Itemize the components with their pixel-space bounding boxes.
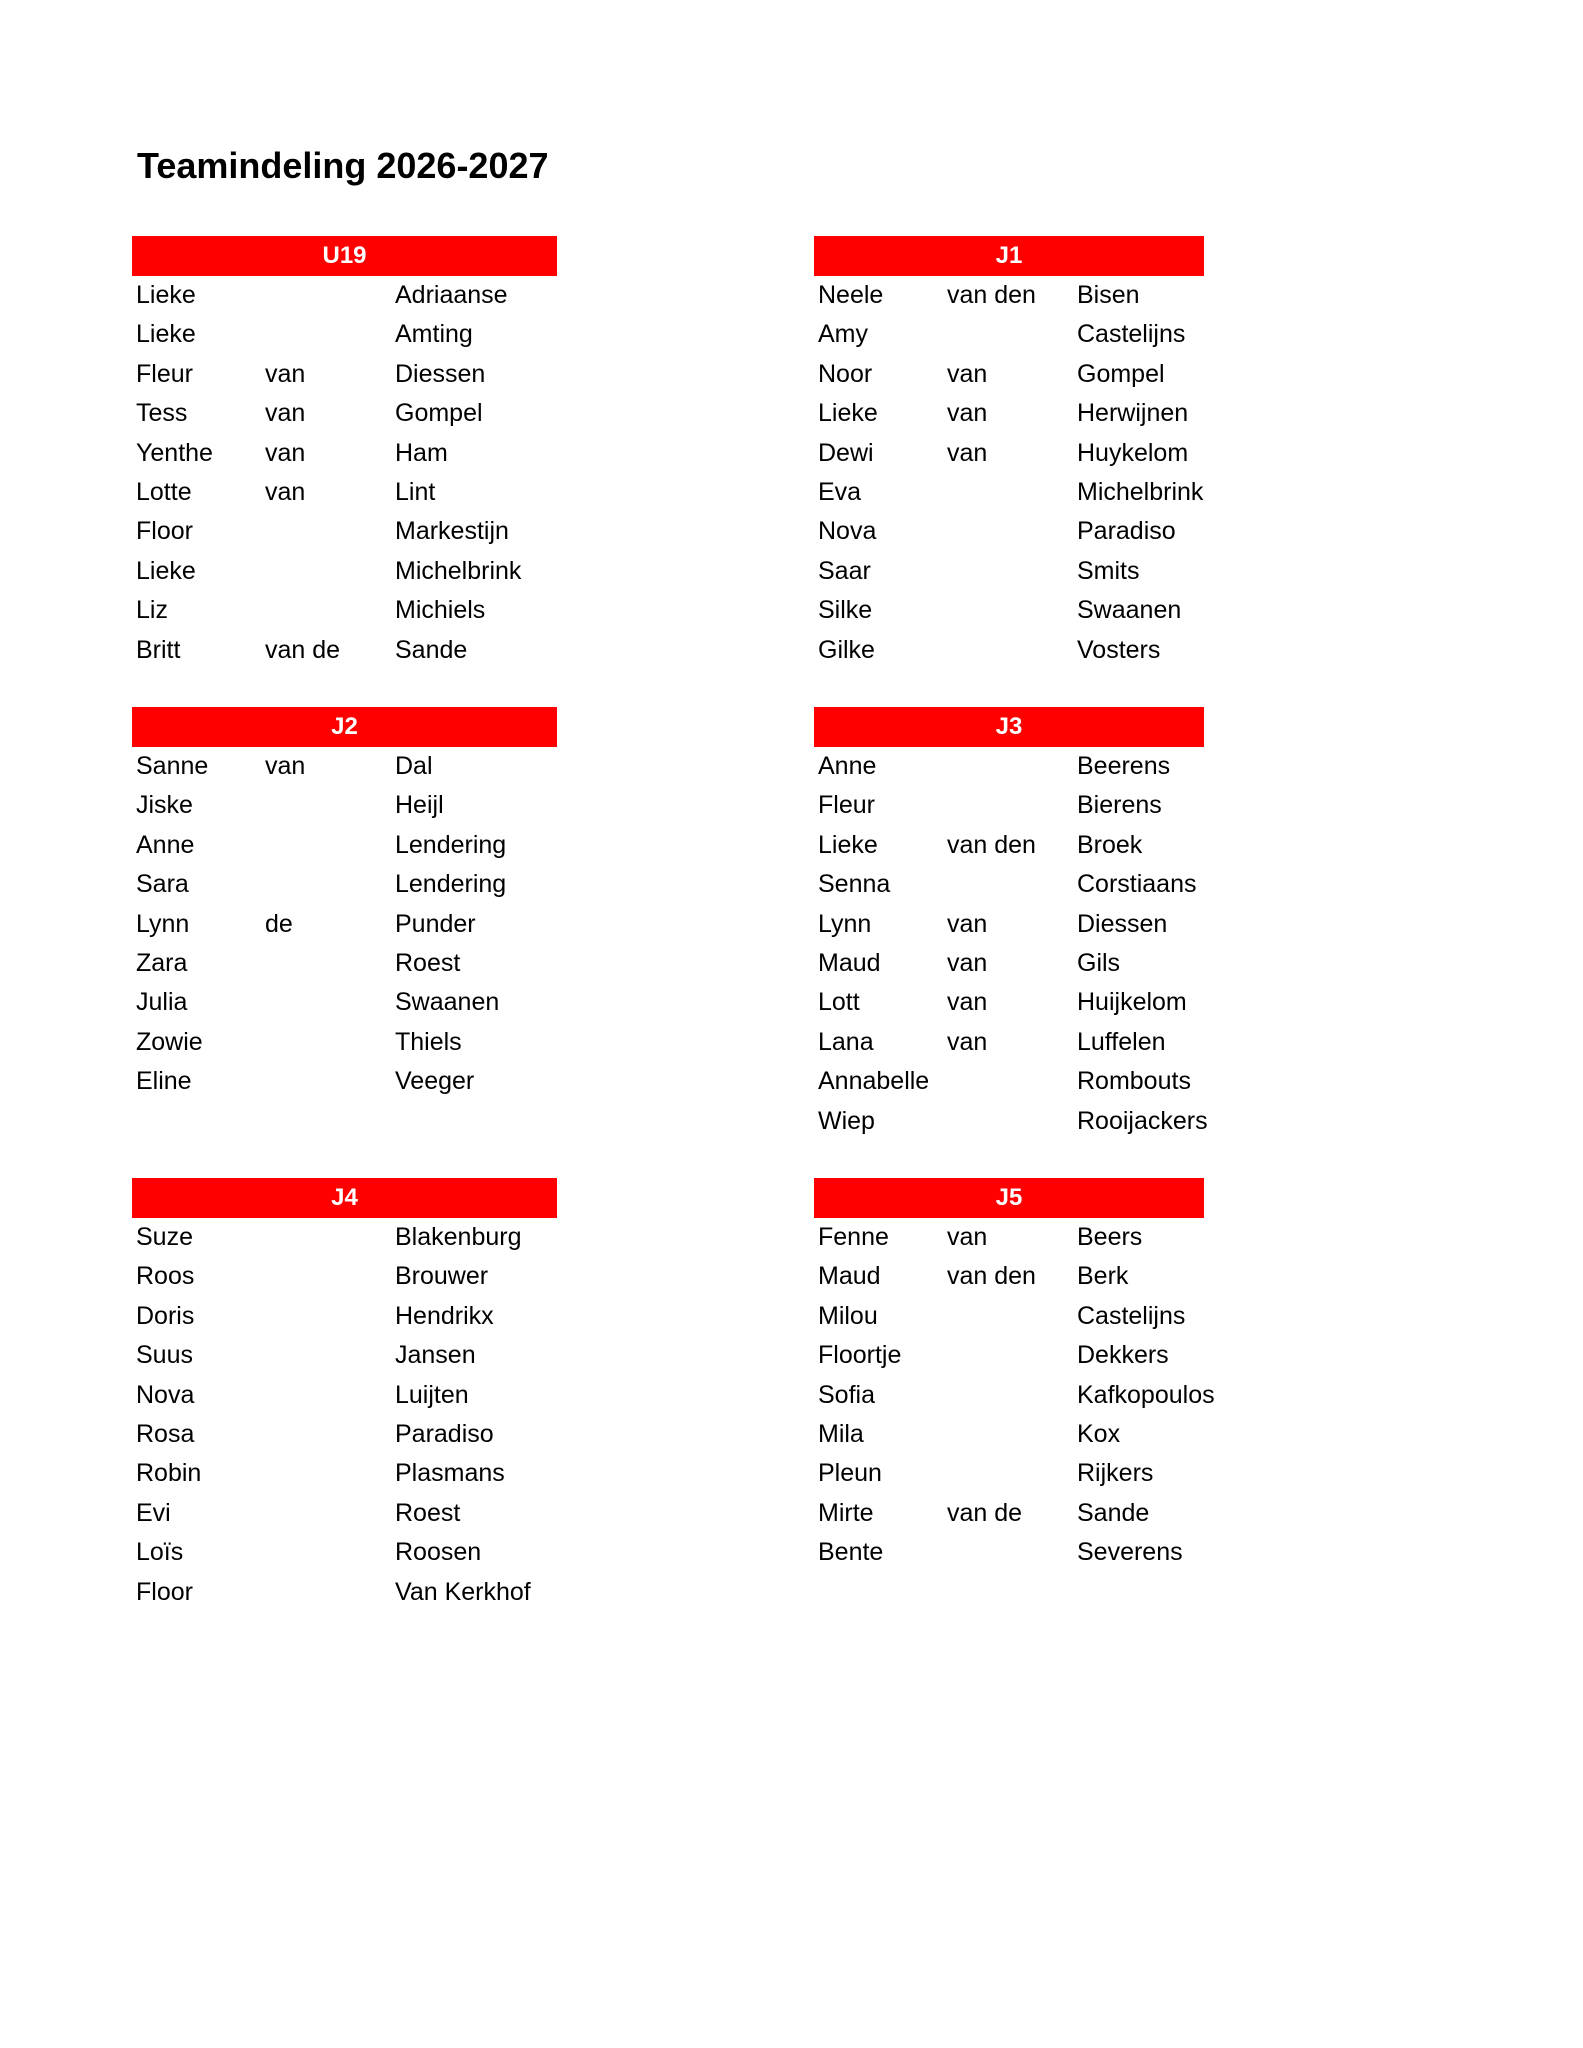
first-name: Fleur [818, 791, 875, 820]
first-name: Wiep [818, 1106, 875, 1135]
player-row [132, 786, 557, 825]
team-header: J3 [814, 707, 1204, 747]
first-name: Tess [136, 399, 188, 428]
player-row [132, 1533, 557, 1572]
first-name: Fleur [136, 359, 193, 388]
first-name: Julia [136, 988, 188, 1017]
first-name: Lana [818, 1027, 874, 1056]
player-row [814, 747, 1204, 786]
first-name: Silke [818, 596, 873, 625]
player-row [814, 512, 1204, 551]
last-name: Rijkers [1077, 1459, 1154, 1488]
last-name: Lendering [395, 830, 507, 859]
last-name: Punder [395, 909, 476, 938]
team-header: J1 [814, 236, 1204, 276]
first-name: Doris [136, 1301, 195, 1330]
name-prefix: van [947, 1223, 988, 1251]
team-header: J4 [132, 1178, 557, 1218]
first-name: Floortje [818, 1341, 902, 1370]
player-row [814, 1062, 1204, 1101]
last-name: Brouwer [395, 1262, 489, 1291]
team-u19 [132, 236, 557, 670]
last-name: Swaanen [1077, 596, 1182, 625]
player-row [814, 631, 1204, 670]
last-name: Berk [1077, 1262, 1129, 1291]
first-name: Bente [818, 1538, 884, 1567]
player-row [814, 1494, 1204, 1533]
name-prefix: van [947, 1027, 988, 1056]
name-prefix: de [265, 909, 293, 938]
player-row [132, 512, 557, 551]
team-j3 [814, 707, 1208, 1141]
last-name: Michelbrink [1077, 477, 1204, 506]
page-title: Teamindeling 2026-2027 [137, 145, 549, 186]
first-name: Lieke [136, 556, 196, 585]
first-name: Rosa [136, 1419, 195, 1448]
name-prefix: van den [947, 281, 1036, 309]
player-row [132, 394, 557, 433]
last-name: Lendering [395, 870, 507, 899]
first-name: Roos [136, 1262, 195, 1291]
team-j1 [814, 236, 1204, 670]
player-row [132, 905, 557, 944]
first-name: Dewi [818, 438, 874, 467]
last-name: Severens [1077, 1538, 1183, 1567]
name-prefix: van [265, 399, 306, 428]
name-prefix: van den [947, 1262, 1036, 1291]
player-row [132, 1257, 557, 1296]
first-name: Maud [818, 1262, 881, 1291]
first-name: Maud [818, 948, 881, 977]
first-name: Evi [136, 1498, 171, 1527]
player-row [814, 355, 1204, 394]
team-j5 [814, 1178, 1215, 1573]
player-row [814, 1415, 1204, 1454]
team-header: J5 [814, 1178, 1204, 1218]
last-name: Gompel [1077, 359, 1165, 388]
team-roster [814, 747, 1208, 1141]
first-name: Zowie [136, 1027, 203, 1056]
first-name: Annabelle [818, 1067, 930, 1096]
player-row [132, 276, 557, 315]
first-name: Floor [136, 517, 193, 546]
player-row [814, 905, 1204, 944]
player-row [814, 1454, 1204, 1493]
last-name: Paradiso [1077, 517, 1176, 546]
last-name: Castelijns [1077, 320, 1186, 349]
last-name: Rombouts [1077, 1067, 1191, 1096]
player-row [814, 826, 1204, 865]
first-name: Suze [136, 1223, 193, 1251]
name-prefix: van [947, 399, 988, 428]
name-prefix: van de [947, 1498, 1023, 1527]
last-name: Lint [395, 477, 436, 506]
player-row [814, 1376, 1215, 1415]
last-name: Roest [395, 948, 461, 977]
last-name: Huijkelom [1077, 988, 1187, 1017]
team-roster [814, 276, 1204, 670]
player-row [814, 1023, 1204, 1062]
last-name: Broek [1077, 830, 1143, 859]
last-name: Roest [395, 1498, 461, 1527]
first-name: Neele [818, 281, 884, 309]
name-prefix: van [265, 438, 306, 467]
first-name: Robin [136, 1459, 202, 1488]
name-prefix: van [265, 752, 306, 780]
last-name: Ham [395, 438, 448, 467]
first-name: Lieke [136, 281, 196, 309]
last-name: Sande [395, 635, 468, 664]
first-name: Lieke [818, 399, 878, 428]
first-name: Mirte [818, 1498, 874, 1527]
first-name: Liz [136, 596, 168, 625]
first-name: Sofia [818, 1380, 875, 1409]
player-row [132, 1376, 557, 1415]
player-row [132, 1494, 557, 1533]
first-name: Lynn [818, 909, 872, 938]
last-name: Luijten [395, 1380, 469, 1409]
last-name: Dal [395, 752, 433, 780]
player-row [814, 1533, 1204, 1572]
player-row [132, 1573, 557, 1612]
team-roster [814, 1218, 1215, 1573]
player-row [814, 1102, 1208, 1141]
first-name: Floor [136, 1577, 193, 1606]
team-j2 [132, 707, 557, 1102]
player-row [132, 552, 557, 591]
first-name: Lynn [136, 909, 190, 938]
player-row [814, 434, 1204, 473]
team-roster [132, 747, 557, 1102]
player-row [814, 786, 1204, 825]
player-row [132, 826, 557, 865]
first-name: Milou [818, 1301, 878, 1330]
first-name: Nova [136, 1380, 195, 1409]
last-name: Beers [1077, 1223, 1143, 1251]
last-name: Gompel [395, 399, 483, 428]
player-row [132, 747, 557, 786]
player-row [814, 1336, 1204, 1375]
last-name: Amting [395, 320, 473, 349]
first-name: Suus [136, 1341, 193, 1370]
last-name: Rooijackers [1077, 1106, 1208, 1135]
last-name: Adriaanse [395, 281, 508, 309]
team-header: U19 [132, 236, 557, 276]
team-roster [132, 276, 557, 670]
player-row [814, 394, 1204, 433]
player-row [132, 1023, 557, 1062]
first-name: Loïs [136, 1538, 184, 1567]
last-name: Gils [1077, 948, 1121, 977]
first-name: Jiske [136, 791, 193, 820]
player-row [132, 631, 557, 670]
name-prefix: van [947, 438, 988, 467]
player-row [132, 315, 557, 354]
last-name: Bierens [1077, 791, 1162, 820]
player-row [132, 1297, 557, 1336]
last-name: Herwijnen [1077, 399, 1189, 428]
last-name: Huykelom [1077, 438, 1189, 467]
last-name: Thiels [395, 1027, 462, 1056]
last-name: Dekkers [1077, 1341, 1169, 1370]
player-row [814, 865, 1204, 904]
first-name: Lieke [818, 830, 878, 859]
last-name: Paradiso [395, 1419, 494, 1448]
first-name: Anne [136, 830, 195, 859]
last-name: Smits [1077, 556, 1140, 585]
first-name: Lotte [136, 477, 192, 506]
player-row [814, 591, 1204, 630]
player-row [132, 1062, 557, 1101]
name-prefix: van [947, 988, 988, 1017]
player-row [814, 1257, 1204, 1296]
name-prefix: van [265, 477, 306, 506]
player-row [132, 355, 557, 394]
last-name: Bisen [1077, 281, 1140, 309]
last-name: Vosters [1077, 635, 1161, 664]
first-name: Mila [818, 1419, 864, 1448]
first-name: Lieke [136, 320, 196, 349]
last-name: Michelbrink [395, 556, 522, 585]
last-name: Swaanen [395, 988, 500, 1017]
player-row [132, 944, 557, 983]
first-name: Saar [818, 556, 871, 585]
last-name: Hendrikx [395, 1301, 494, 1330]
last-name: Sande [1077, 1498, 1150, 1527]
player-row [132, 1415, 557, 1454]
team-header: J2 [132, 707, 557, 747]
first-name: Britt [136, 635, 181, 664]
player-row [132, 865, 557, 904]
name-prefix: van den [947, 830, 1036, 859]
first-name: Sara [136, 870, 189, 899]
last-name: Beerens [1077, 752, 1171, 780]
last-name: Kafkopoulos [1077, 1380, 1215, 1409]
last-name: Luffelen [1077, 1027, 1166, 1056]
last-name: Markestijn [395, 517, 509, 546]
first-name: Anne [818, 752, 877, 780]
player-row [814, 944, 1204, 983]
first-name: Fenne [818, 1223, 889, 1251]
name-prefix: van de [265, 635, 341, 664]
last-name: Diessen [1077, 909, 1168, 938]
last-name: Veeger [395, 1067, 475, 1096]
player-row [132, 1336, 557, 1375]
last-name: Castelijns [1077, 1301, 1186, 1330]
player-row [132, 591, 557, 630]
last-name: Jansen [395, 1341, 476, 1370]
name-prefix: van [947, 909, 988, 938]
last-name: Roosen [395, 1538, 482, 1567]
first-name: Senna [818, 870, 891, 899]
first-name: Yenthe [136, 438, 213, 467]
player-row [814, 1297, 1204, 1336]
last-name: Kox [1077, 1419, 1121, 1448]
player-row [814, 983, 1204, 1022]
last-name: Diessen [395, 359, 486, 388]
first-name: Gilke [818, 635, 875, 664]
first-name: Noor [818, 359, 873, 388]
last-name: Heijl [395, 791, 444, 820]
first-name: Pleun [818, 1459, 882, 1488]
first-name: Eva [818, 477, 862, 506]
last-name: Blakenburg [395, 1223, 522, 1251]
player-row [132, 473, 557, 512]
player-row [132, 434, 557, 473]
name-prefix: van [947, 948, 988, 977]
last-name: Van Kerkhof [395, 1577, 531, 1606]
team-j4 [132, 1178, 557, 1612]
name-prefix: van [947, 359, 988, 388]
player-row [132, 1454, 557, 1493]
first-name: Zara [136, 948, 188, 977]
last-name: Corstiaans [1077, 870, 1197, 899]
player-row [814, 315, 1204, 354]
player-row [132, 1218, 557, 1257]
player-row [814, 276, 1204, 315]
name-prefix: van [265, 359, 306, 388]
last-name: Michiels [395, 596, 486, 625]
player-row [814, 1218, 1204, 1257]
first-name: Eline [136, 1067, 192, 1096]
player-row [814, 552, 1204, 591]
first-name: Nova [818, 517, 877, 546]
player-row [132, 983, 557, 1022]
player-row [814, 473, 1204, 512]
first-name: Sanne [136, 752, 209, 780]
first-name: Lott [818, 988, 860, 1017]
last-name: Plasmans [395, 1459, 505, 1488]
first-name: Amy [818, 320, 868, 349]
team-roster [132, 1218, 557, 1612]
